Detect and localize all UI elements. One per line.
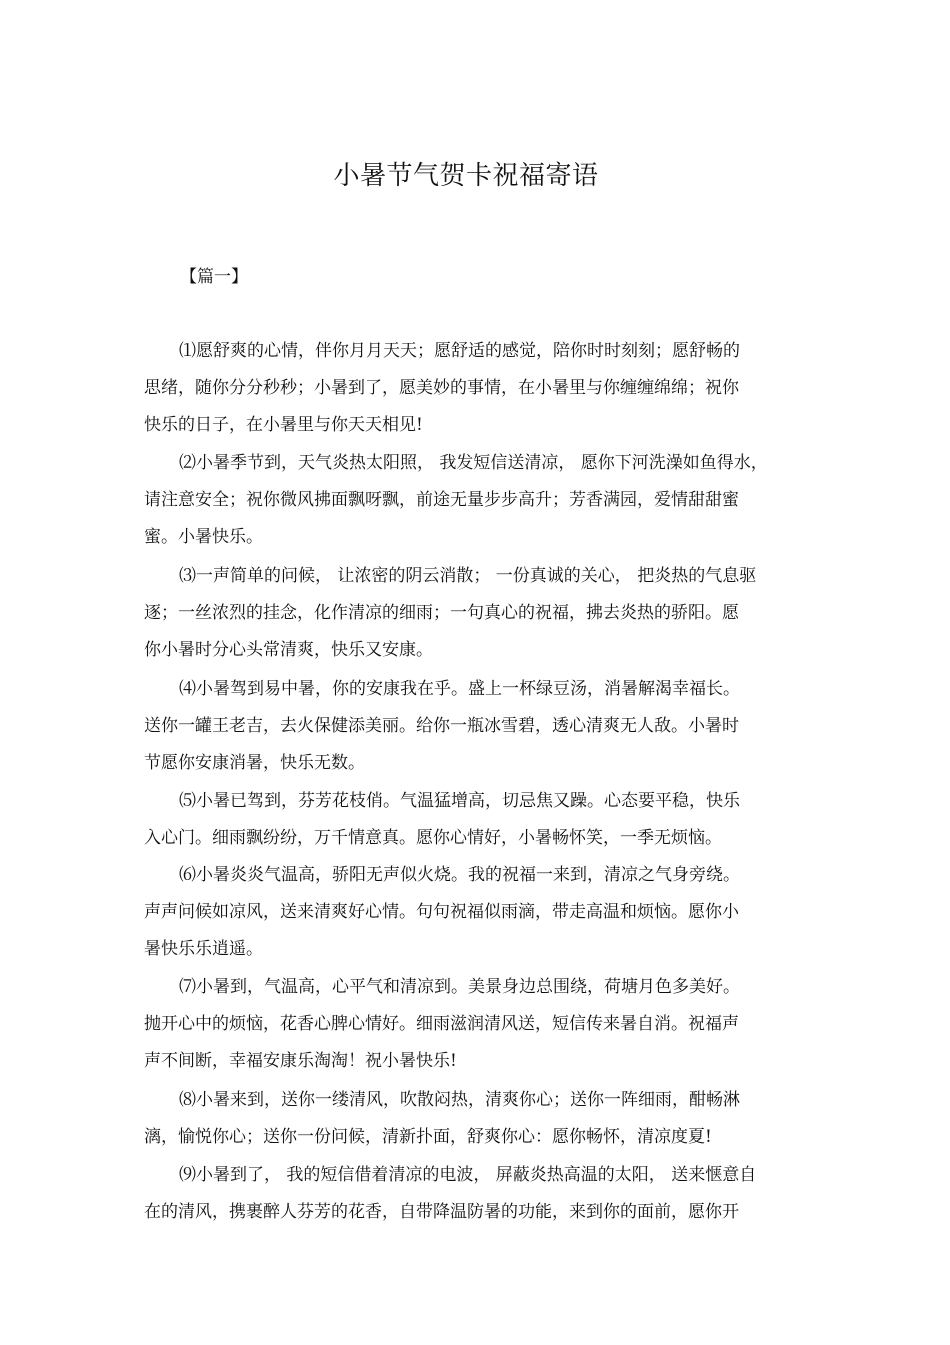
paragraph-line: ⑺小暑到，气温高，心平气和清凉到。美景身边总围绕，荷塘月色多美好。 <box>179 977 740 997</box>
paragraph-line: ⑵小暑季节到，天气炎热太阳照， 我发短信送清凉， 愿你下河洗澡如鱼得水， <box>179 453 768 473</box>
paragraph-line: ⑶一声简单的问候， 让浓密的阴云消散； 一份真诚的关心， 把炎热的气息驱 <box>179 566 757 586</box>
paragraph-line: 漓，愉悦你心；送你一份问候，清新扑面，舒爽你心：愿你畅怀，清凉度夏! <box>144 1127 712 1147</box>
paragraph-line: 思绪，随你分分秒秒；小暑到了，愿美妙的事情，在小暑里与你缠缠绵绵；祝你 <box>144 378 739 398</box>
paragraph-line: ⑼小暑到了， 我的短信借着清凉的电波， 屏蔽炎热高温的太阳， 送来惬意自 <box>179 1165 757 1185</box>
paragraph-line: 快乐的日子，在小暑里与你天天相见! <box>144 415 423 435</box>
paragraph-line: 暑快乐乐逍遥。 <box>144 939 263 959</box>
document-title: 小暑节气贺卡祝福寄语 <box>333 161 599 191</box>
section-heading: 【篇一】 <box>180 267 248 287</box>
paragraph-line: 送你一罐王老吉，去火保健添美丽。给你一瓶冰雪碧，透心清爽无人敌。小暑时 <box>144 716 739 736</box>
paragraph-line: 在的清风，携裹醉人芬芳的花香，自带降温防暑的功能，来到你的面前，愿你开 <box>144 1202 739 1222</box>
paragraph-line: 请注意安全；祝你微风拂面飘呀飘，前途无量步步高升；芳香满园，爱情甜甜蜜 <box>144 490 739 510</box>
paragraph-line: 逐；一丝浓烈的挂念，化作清凉的细雨；一句真心的祝福，拂去炎热的骄阳。愿 <box>144 603 739 623</box>
paragraph-line: 蜜。小暑快乐。 <box>144 527 263 547</box>
paragraph-line: 声声问候如凉风，送来清爽好心情。句句祝福似雨滴，带走高温和烦恼。愿你小 <box>144 902 739 922</box>
paragraph-line: ⑹小暑炎炎气温高，骄阳无声似火烧。我的祝福一来到，清凉之气身旁绕。 <box>179 865 740 885</box>
paragraph-line: 入心门。细雨飘纷纷，万千情意真。愿你心情好，小暑畅怀笑，一季无烦恼。 <box>144 828 722 848</box>
paragraph-line: 抛开心中的烦恼，花香心脾心情好。细雨滋润清风送，短信传来暑自消。祝福声 <box>144 1014 739 1034</box>
paragraph-line: ⑸小暑已驾到，芬芳花枝俏。气温猛增高，切忌焦又躁。心态要平稳，快乐 <box>179 791 740 811</box>
paragraph-line: 声不间断，幸福安康乐淘淘！祝小暑快乐! <box>144 1051 457 1071</box>
paragraph-line: 节愿你安康消暑，快乐无数。 <box>144 753 365 773</box>
paragraph-line: ⑷小暑驾到易中暑，你的安康我在乎。盛上一杯绿豆汤，消暑解渴幸福长。 <box>179 679 740 699</box>
paragraph-line: ⑻小暑来到，送你一缕清风，吹散闷热，清爽你心；送你一阵细雨，酣畅淋 <box>179 1090 740 1110</box>
paragraph-line: ⑴愿舒爽的心情，伴你月月天天；愿舒适的感觉，陪你时时刻刻；愿舒畅的 <box>179 341 740 361</box>
paragraph-line: 你小暑时分心头常清爽，快乐又安康。 <box>144 640 433 660</box>
